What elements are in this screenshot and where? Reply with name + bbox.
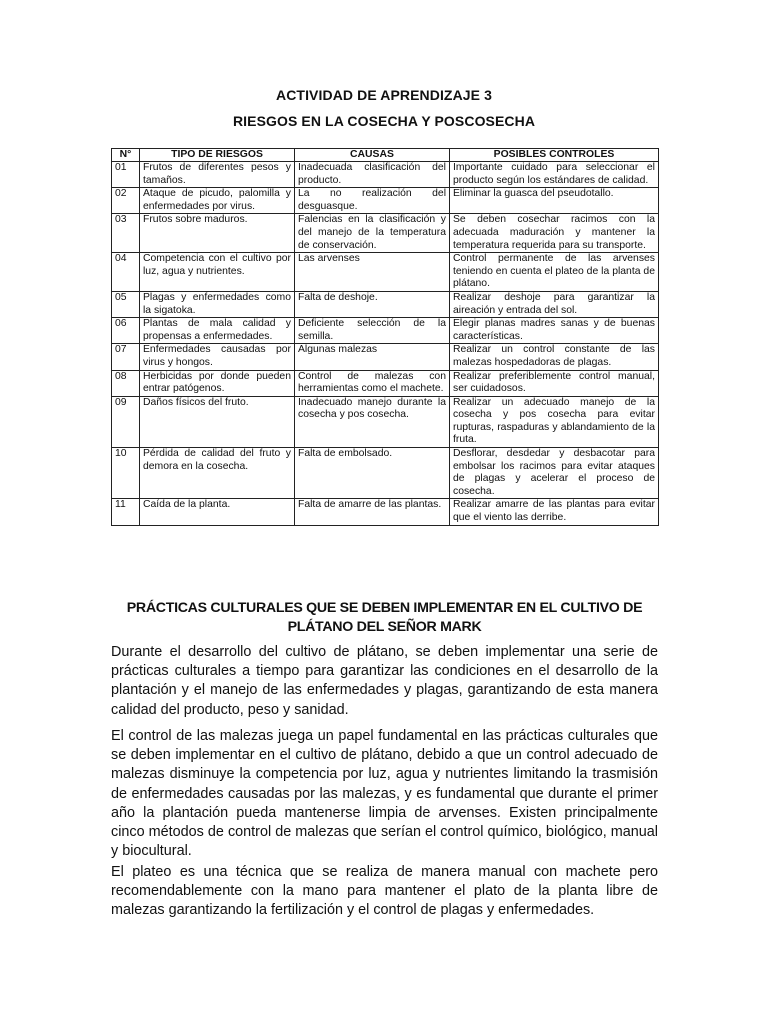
cell-number: 06 bbox=[112, 318, 140, 344]
header-causes: CAUSAS bbox=[295, 149, 450, 162]
cell-number: 01 bbox=[112, 162, 140, 188]
cell-cause: Inadecuada clasificación del producto. bbox=[295, 162, 450, 188]
table-row bbox=[112, 188, 659, 214]
cell-risk-type: Plagas y enfermedades como la sigatoka. bbox=[140, 291, 295, 317]
cell-control: Realizar un control constante de las malezas hospedadoras de plagas. bbox=[450, 344, 659, 370]
cell-cause: Falencias en la clasificación y del manejo de la temperatura de conservación. bbox=[295, 214, 450, 253]
cell-risk-type: Caída de la planta. bbox=[140, 499, 295, 525]
cell-risk-type: Daños físicos del fruto. bbox=[140, 396, 295, 447]
cell-cause: Control de malezas con herramientas como el machete. bbox=[295, 370, 450, 396]
table-header-row bbox=[112, 149, 659, 162]
cell-number: 05 bbox=[112, 291, 140, 317]
cell-number: 02 bbox=[112, 188, 140, 214]
cell-number: 09 bbox=[112, 396, 140, 447]
paragraph: El plateo es una técnica que se realiza de manera manual con machete pero recomendablemente con la mano para mantener el plato de la planta libre de malezas garantizando la fertilización y el control de plagas y enfermedades. bbox=[111, 864, 658, 919]
cell-cause: Deficiente selección de la semilla. bbox=[295, 318, 450, 344]
activity-title: ACTIVIDAD DE APRENDIZAJE 3 bbox=[276, 87, 492, 103]
cell-number: 07 bbox=[112, 344, 140, 370]
cell-control: Importante cuidado para seleccionar el producto según los estándares de calidad. bbox=[450, 162, 659, 188]
paragraph: Durante el desarrollo del cultivo de plátano, se deben implementar una serie de prácticas culturales a tiempo para garantizar las condiciones en el desarrollo de la plantación y el manejo de las enfermedades y plagas, garantizando de esta manera calidad del producto, peso y sanidad. bbox=[111, 644, 658, 718]
cell-cause: Falta de deshoje. bbox=[295, 291, 450, 317]
cell-cause: Falta de amarre de las plantas. bbox=[295, 499, 450, 525]
cell-risk-type: Ataque de picudo, palomilla y enfermedades por virus. bbox=[140, 188, 295, 214]
cell-control: Se deben cosechar racimos con la adecuada maduración y mantener la temperatura requerida para su transporte. bbox=[450, 214, 659, 253]
table-row bbox=[112, 370, 659, 396]
cell-number: 11 bbox=[112, 499, 140, 525]
table-row bbox=[112, 448, 659, 499]
risks-table bbox=[111, 148, 659, 526]
cell-control: Realizar un adecuado manejo de la cosecha y pos cosecha para evitar rupturas, raspaduras y ablandamiento de la fruta. bbox=[450, 396, 659, 447]
table-row bbox=[112, 291, 659, 317]
cell-cause: Las arvenses bbox=[295, 253, 450, 292]
table-row bbox=[112, 499, 659, 525]
cell-cause: Inadecuado manejo durante la cosecha y pos cosecha. bbox=[295, 396, 450, 447]
cell-number: 03 bbox=[112, 214, 140, 253]
cell-control: Realizar preferiblemente control manual, ser cuidadosos. bbox=[450, 370, 659, 396]
cell-risk-type: Frutos de diferentes pesos y tamaños. bbox=[140, 162, 295, 188]
cell-risk-type: Competencia con el cultivo por luz, agua y nutrientes. bbox=[140, 253, 295, 292]
cell-control: Elegir planas madres sanas y de buenas características. bbox=[450, 318, 659, 344]
cell-risk-type: Plantas de mala calidad y propensas a enfermedades. bbox=[140, 318, 295, 344]
cell-control: Control permanente de las arvenses teniendo en cuenta el plateo de la planta de plátano. bbox=[450, 253, 659, 292]
cell-cause: La no realización del desguasque. bbox=[295, 188, 450, 214]
cell-risk-type: Enfermedades causadas por virus y hongos. bbox=[140, 344, 295, 370]
table-row bbox=[112, 253, 659, 292]
cell-risk-type: Herbicidas por donde pueden entrar patógenos. bbox=[140, 370, 295, 396]
cell-control: Realizar deshoje para garantizar la aireación y entrada del sol. bbox=[450, 291, 659, 317]
risks-title: RIESGOS EN LA COSECHA Y POSCOSECHA bbox=[232, 113, 536, 129]
table-row bbox=[112, 344, 659, 370]
cell-control: Realizar amarre de las plantas para evitar que el viento las derribe. bbox=[450, 499, 659, 525]
header-number: N° bbox=[112, 149, 140, 162]
header-risk-type: TIPO DE RIESGOS bbox=[140, 149, 295, 162]
cell-control: Desflorar, desdedar y desbacotar para embolsar los racimos para evitar ataques de plagas y acelerar el proceso de cosecha. bbox=[450, 448, 659, 499]
table-row bbox=[112, 318, 659, 344]
cell-cause: Falta de embolsado. bbox=[295, 448, 450, 499]
table-row bbox=[112, 214, 659, 253]
cell-risk-type: Frutos sobre maduros. bbox=[140, 214, 295, 253]
cell-control: Eliminar la guasca del pseudotallo. bbox=[450, 188, 659, 214]
cell-number: 04 bbox=[112, 253, 140, 292]
header-controls: POSIBLES CONTROLES bbox=[450, 149, 659, 162]
cell-number: 10 bbox=[112, 448, 140, 499]
cell-cause: Algunas malezas bbox=[295, 344, 450, 370]
cell-risk-type: Pérdida de calidad del fruto y demora en la cosecha. bbox=[140, 448, 295, 499]
table-row bbox=[112, 162, 659, 188]
cell-number: 08 bbox=[112, 370, 140, 396]
section-heading: PRÁCTICAS CULTURALES QUE SE DEBEN IMPLEMENTAR EN EL CULTIVO DE PLÁTANO DEL SEÑOR MARK bbox=[126, 600, 643, 635]
paragraph: El control de las malezas juega un papel fundamental en las prácticas culturales que se deben implementar en el cultivo de plátano, debido a que un control adecuado de malezas disminuye la competencia por luz, agua y nutrientes limitando la trasmisión de enfermedades causadas por las malezas, y es fundamental que durante el primer año la plantación pueda mantenerse limpia de arvenses. Existen principalmente cinco métodos de control de malezas que serían el control químico, biológico, manual y biocultural. bbox=[111, 728, 658, 860]
table-row bbox=[112, 396, 659, 447]
